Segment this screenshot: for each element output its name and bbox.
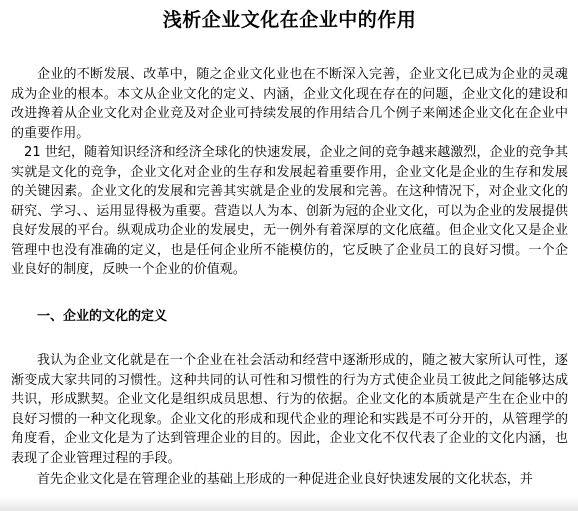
document-title: 浅析企业文化在企业中的作用 (162, 9, 417, 31)
section-heading-definition: 一、企业的文化的定义 (37, 308, 168, 324)
paragraph-21st-century: 21 世纪，随着知识经济和经济全球化的快速发展，企业之间的竞争越来越激烈，企业的竞争其实就是文化的竞争，企业文化对企业的生存和发展起着重要作用，企业文化是企业的生存和发展的关键因素。企业文化的发展和完善其实就是企业的发展和完善。在这种情况下，对企业文化的研究、学习、、运用显得极为重要。营造以人为本、创新为冠的企业文化，可以为企业的发展提供良好发展的平台。纵观成功企业的发展史，无一例外有着深厚的文化底蕴。但企业文化又是企业管理中也没有准确的定义，也是任何企业所不能模仿的，它反映了企业员工的良好习惯。一个企业良好的制度，反映一个企业的价值观。 (11, 145, 568, 277)
paragraph-definition: 我认为企业文化就是在一个企业在社会活动和经营中逐渐形成的，随之被大家所认可性，逐渐变成大家共同的习惯性。这种共同的认可性和习惯性的行为方式使企业员工彼此之间能够达成共识，形成默契。企业文化是组织成员思想、行为的依据。企业文化的本质就是产生在企业中的良好习惯的一种文化现象。企业文化的形成和现代企业的理论和实践是不可分开的，从管理学的角度看，企业文化是为了达到管理企业的目的。因此，企业文化不仅代表了企业的文化内涵，也表现了企业管理过程的手段。 (11, 353, 568, 466)
paragraph-intro: 企业的不断发展、改革中，随之企业文化业也在不断深入完善，企业文化已成为企业的灵魂成为企业的根本。本文从企业文化的定义、内涵，企业文化现在存在的问题，企业文化的建设和改进搀着从企业文化对企业竞及对企业可持续发展的作用结合几个例子来阐述企业文化在企业中的重要作用。 (11, 67, 568, 141)
page-bottom-shadow (0, 497, 578, 511)
paragraph-first: 首先企业文化是在管理企业的基础上形成的一种促进企业良好快速发展的文化状态，并 (37, 472, 533, 487)
